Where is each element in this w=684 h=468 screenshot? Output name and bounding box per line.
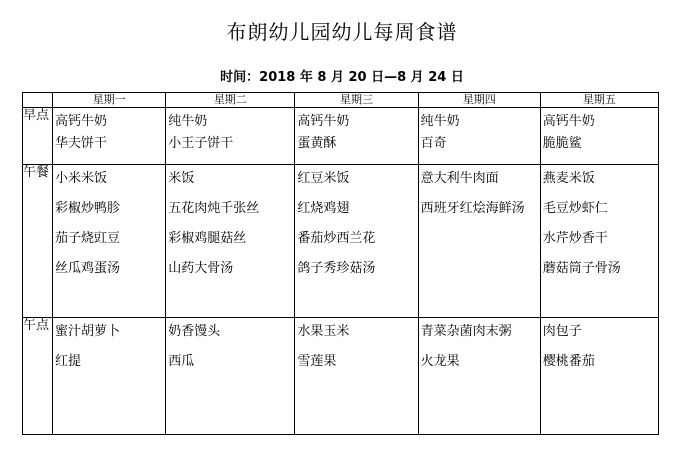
- snack-fri: [540, 318, 658, 435]
- breakfast-row: [23, 108, 659, 165]
- lunch-fri: [540, 165, 658, 318]
- lunch-thu: [418, 165, 540, 318]
- dish: 樱桃番茄: [542, 354, 595, 369]
- dish: 蘑菇筒子骨汤: [542, 261, 621, 276]
- breakfast-tue: [166, 108, 295, 165]
- dish: 奶香馒头: [168, 324, 221, 339]
- weekday-header-wed: 星期三: [295, 93, 418, 108]
- lunch-row: [23, 165, 659, 318]
- dish: 火龙果: [420, 354, 460, 369]
- dish: 彩椒鸡腿菇丝: [168, 231, 247, 246]
- dish: 水芹炒香干: [542, 231, 608, 246]
- lunch-tue: [166, 165, 295, 318]
- breakfast-thu: [418, 108, 540, 165]
- dish: 西班牙红烩海鲜汤: [420, 201, 525, 216]
- dish: 高钙牛奶: [55, 114, 108, 129]
- dish: 意大利牛肉面: [420, 171, 499, 186]
- dish: 毛豆炒虾仁: [542, 201, 608, 216]
- snack-tue: [166, 318, 295, 435]
- snack-mon: [53, 318, 166, 435]
- dish: 西瓜: [168, 354, 195, 369]
- dish: 红烧鸡翅: [297, 201, 350, 216]
- dish: 肉包子: [542, 324, 582, 339]
- breakfast-fri: [540, 108, 658, 165]
- dish: 番茄炒西兰花: [297, 231, 376, 246]
- dish: 茄子烧豇豆: [55, 231, 121, 246]
- dish: 红提: [55, 354, 82, 369]
- meal-label-afternoon-snack: 午点: [23, 318, 53, 435]
- dish: 小米米饭: [55, 171, 108, 186]
- meal-label-lunch: 午餐: [23, 165, 53, 318]
- date-range: 时间：2018 年 8 月 20 日—8 月 24 日: [220, 70, 464, 85]
- dish: 彩椒炒鸭胗: [55, 201, 121, 216]
- weekday-header-mon: 星期一: [53, 93, 166, 108]
- weekday-header-tue: 星期二: [166, 93, 295, 108]
- dish: 红豆米饭: [297, 171, 350, 186]
- breakfast-mon: [53, 108, 166, 165]
- afternoon-snack-row: [23, 318, 659, 435]
- dish: 五花肉炖千张丝: [168, 201, 260, 216]
- dish: 鸽子秀珍菇汤: [297, 261, 376, 276]
- dish: 脆脆鲨: [542, 136, 582, 151]
- dish: 山药大骨汤: [168, 261, 234, 276]
- lunch-mon: [53, 165, 166, 318]
- dish: 百奇: [420, 136, 447, 151]
- weekday-header-row: [23, 93, 659, 108]
- weekday-header-thu: 星期四: [418, 93, 540, 108]
- snack-wed: [295, 318, 418, 435]
- dish: 高钙牛奶: [297, 114, 350, 129]
- dish: 纯牛奶: [420, 114, 460, 129]
- dish: 高钙牛奶: [542, 114, 595, 129]
- dish: 蜜汁胡萝卜: [55, 324, 121, 339]
- corner-cell: [23, 93, 53, 108]
- dish: 雪莲果: [297, 354, 337, 369]
- dish: 丝瓜鸡蛋汤: [55, 261, 121, 276]
- lunch-wed: [295, 165, 418, 318]
- dish: 水果玉米: [297, 324, 350, 339]
- dish: 小王子饼干: [168, 136, 234, 151]
- dish: 燕麦米饭: [542, 171, 595, 186]
- dish: 米饭: [168, 171, 195, 186]
- dish: 纯牛奶: [168, 114, 208, 129]
- dish: 青菜杂菌肉末粥: [420, 324, 512, 339]
- page-title: 布朗幼儿园幼儿每周食谱: [226, 20, 458, 44]
- dish: 华夫饼干: [55, 136, 108, 151]
- breakfast-wed: [295, 108, 418, 165]
- weekly-menu-table: [22, 92, 659, 435]
- snack-thu: [418, 318, 540, 435]
- meal-label-breakfast: 早点: [23, 108, 53, 165]
- dish: 蛋黄酥: [297, 136, 337, 151]
- weekday-header-fri: 星期五: [540, 93, 658, 108]
